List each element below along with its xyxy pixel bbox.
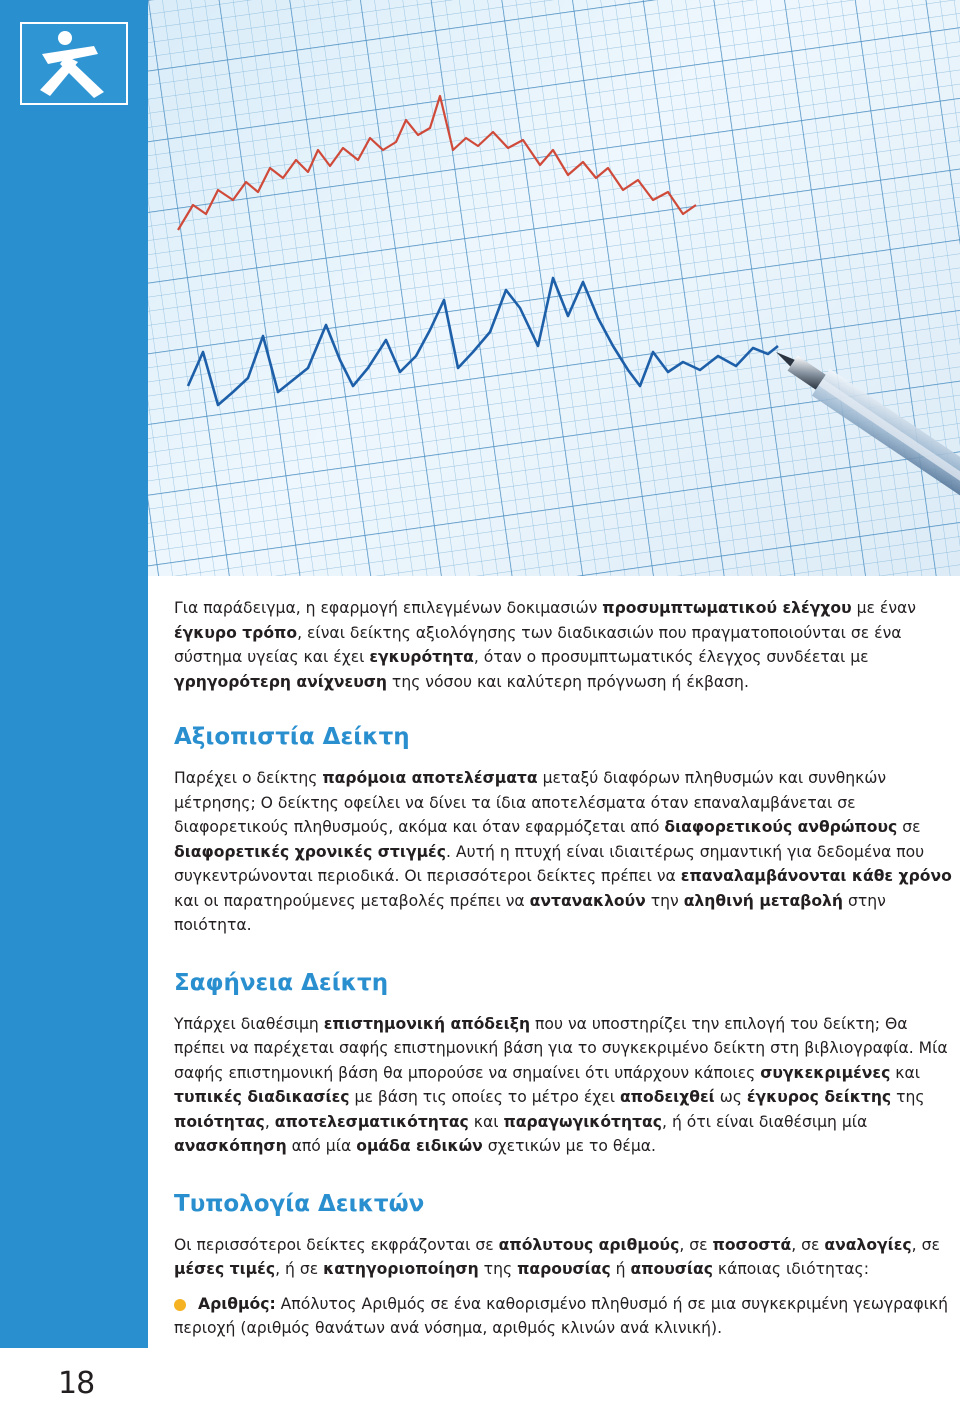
intro-paragraph: Για παράδειγμα, η εφαρμογή επιλεγμένων δοκιμασιών προσυμπτωματικού ελέγχου με έναν έγκυρο τρόπο, είναι δείκτης αξιολόγησης των διαδικασιών που πραγματοποιούνται σε ένα σύστημα υγείας και έχει εγκυρότητα, όταν ο προσυμπτωματικός έλεγχος συνδέεται με γρηγορότερη ανίχνευση της νόσου και καλύτερη πρόγνωση ή έκβαση. [174,599,917,691]
blue-sidebar [0,0,148,1426]
page-number: 18 [58,1366,95,1401]
typology-heading: Τυπολογία Δεικτών [174,1190,425,1217]
clarity-heading: Σαφήνεια Δείκτη [174,969,389,996]
person-x-logo-icon [20,22,128,105]
bullet-dot-icon [174,1299,186,1311]
ecg-graph-paper-with-pen [148,0,960,576]
page-number-box [0,1348,148,1426]
bullet-item-number [174,1292,954,1341]
grid-major [148,0,960,576]
bullet-text: Αριθμός: Απόλυτος Αριθμός σε ένα καθορισμένο πληθυσμό ή σε μια συγκεκριμένη γεωγραφική περιοχή (αριθμός θανάτων ανά νόσημα, αριθμός κλινών ανά κλινική). [174,1294,948,1337]
reliability-paragraph: Παρέχει ο δείκτης παρόμοια αποτελέσματα μεταξύ διαφόρων πληθυσμών και συνθηκών μέτρησης; Ο δείκτης οφείλει να δίνει τα ίδια αποτελέσματα όταν επαναλαμβάνεται σε διαφορετικούς πληθυσμούς, ακόμα και όταν εφαρμόζεται από διαφορετικούς ανθρώπους σε διαφορετικές χρονικές στιγμές. Αυτή η πτυχή είναι ιδιαιτέρως σημαντική για δεδομένα που συγκεντρώνονται περιοδικά. Οι περισσότεροι δείκτες πρέπει να επαναλαμβάνονται κάθε χρόνο και οι παρατηρούμενες μεταβολές πρέπει να αντανακλούν την αληθινή μεταβολή στην ποιότητα. [174,769,952,934]
page-content [174,596,954,1341]
clarity-paragraph: Υπάρχει διαθέσιμη επιστημονική απόδειξη που να υποστηρίζει την επιλογή του δείκτη; Θα πρέπει να παρέχεται σαφής επιστημονική βάση για το συγκεκριμένο δείκτη στη βιβλιογραφία. Μία σαφής επιστημονική βάση θα μπορούσε να σημαίνει ότι υπάρχουν κάποιες συγκεκριμένες και τυπικές διαδικασίες με βάση τις οποίες το μέτρο έχει αποδειχθεί ως έγκυρος δείκτης της ποιότητας, αποτελεσματικότητας και παραγωγικότητας, ή ότι είναι διαθέσιμη μία ανασκόπηση από μία ομάδα ειδικών σχετικών με το θέμα. [174,1014,948,1155]
hero-photo [148,0,960,576]
reliability-heading: Αξιοπιστία Δείκτη [174,724,410,750]
logo-graphic [22,24,126,103]
typology-paragraph: Οι περισσότεροι δείκτες εκφράζονται σε απόλυτους αριθμούς, σε ποσοστά, σε αναλογίες, σε μέσες τιμές, ή σε κατηγοριοποίηση της παρουσίας ή απουσίας κάποιας ιδιότητας: [174,1235,940,1278]
